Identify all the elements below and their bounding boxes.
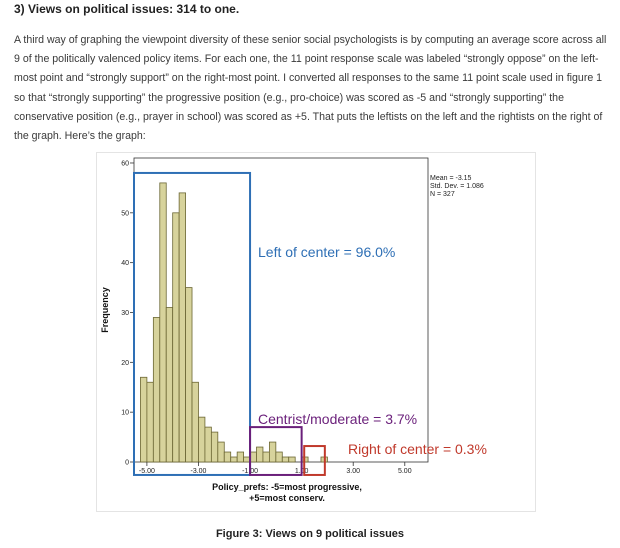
x-tick-label: 1.00 [294,468,309,475]
stats-line: N = 327 [430,191,455,198]
y-tick-label: 30 [121,309,129,317]
histogram-bar [205,427,211,462]
x-tick-label: -5.00 [138,468,155,475]
figure-caption: Figure 3: Views on 9 political issues [215,528,405,540]
histogram-figure [96,152,536,512]
histogram-bar [269,442,275,462]
histogram-bar [231,457,237,462]
y-tick-label: 0 [125,459,129,467]
histogram-bar [147,382,153,462]
x-tick-label: -3.00 [190,468,207,475]
x-axis-title-line2: +5=most conserv. [249,493,325,503]
x-tick-label: 5.00 [397,468,412,475]
histogram-bar [140,377,146,462]
histogram-bar [263,452,269,462]
histogram-bar [211,432,217,462]
y-tick-label: 10 [121,409,129,417]
histogram-bar [186,288,192,462]
section-heading: 3) Views on political issues: 314 to one. [14,2,240,16]
histogram-bar [218,442,224,462]
histogram-bar [257,447,263,462]
histogram-bar [282,457,288,462]
histogram-chart [96,152,536,512]
y-tick-label: 60 [121,160,129,168]
annotation-label: Right of center = 0.3% [348,441,487,457]
histogram-bar [289,457,295,462]
histogram-bar [153,317,159,462]
x-tick-label: 3.00 [346,468,361,475]
histogram-bar [179,193,185,462]
histogram-bar [198,417,204,462]
annotation-label: Centrist/moderate = 3.7% [258,411,418,427]
histogram-bar [166,308,172,462]
x-tick-label: -1.00 [242,468,259,475]
annotation-label: Left of center = 96.0% [258,244,396,260]
histogram-bar [192,382,198,462]
histogram-bar [173,213,179,462]
histogram-bar [276,452,282,462]
histogram-bar [224,452,230,462]
histogram-bar [237,452,243,462]
y-tick-label: 40 [121,260,129,268]
stats-line: Mean = -3.15 [430,175,472,182]
y-tick-label: 50 [121,210,129,218]
body-paragraph: A third way of graphing the viewpoint diversity of these senior social psychologists is by computing an average score across all 9 of the politically valenced policy items. For each one, the 11 point response scale was labeled “strongly oppose” on the left-most point and “strongly support” on the right-most point. I converted all responses to the same 11 point scale used in figure 1 so that “strongly supporting” the progressive position (e.g., pro-choice) was scored as -5 and “strongly supporting” the conservative position (e.g., prayer in school) was scored as +5. That puts the leftists on the left and the rightists on the right of the graph. Here’s the graph: [14,34,607,143]
histogram-bar [160,183,166,462]
y-axis-title: Frequency [100,287,110,333]
y-tick-label: 20 [121,359,129,367]
stats-line: Std. Dev. = 1.086 [430,183,484,190]
x-axis-title-line1: Policy_prefs: -5=most progressive, [212,482,362,492]
